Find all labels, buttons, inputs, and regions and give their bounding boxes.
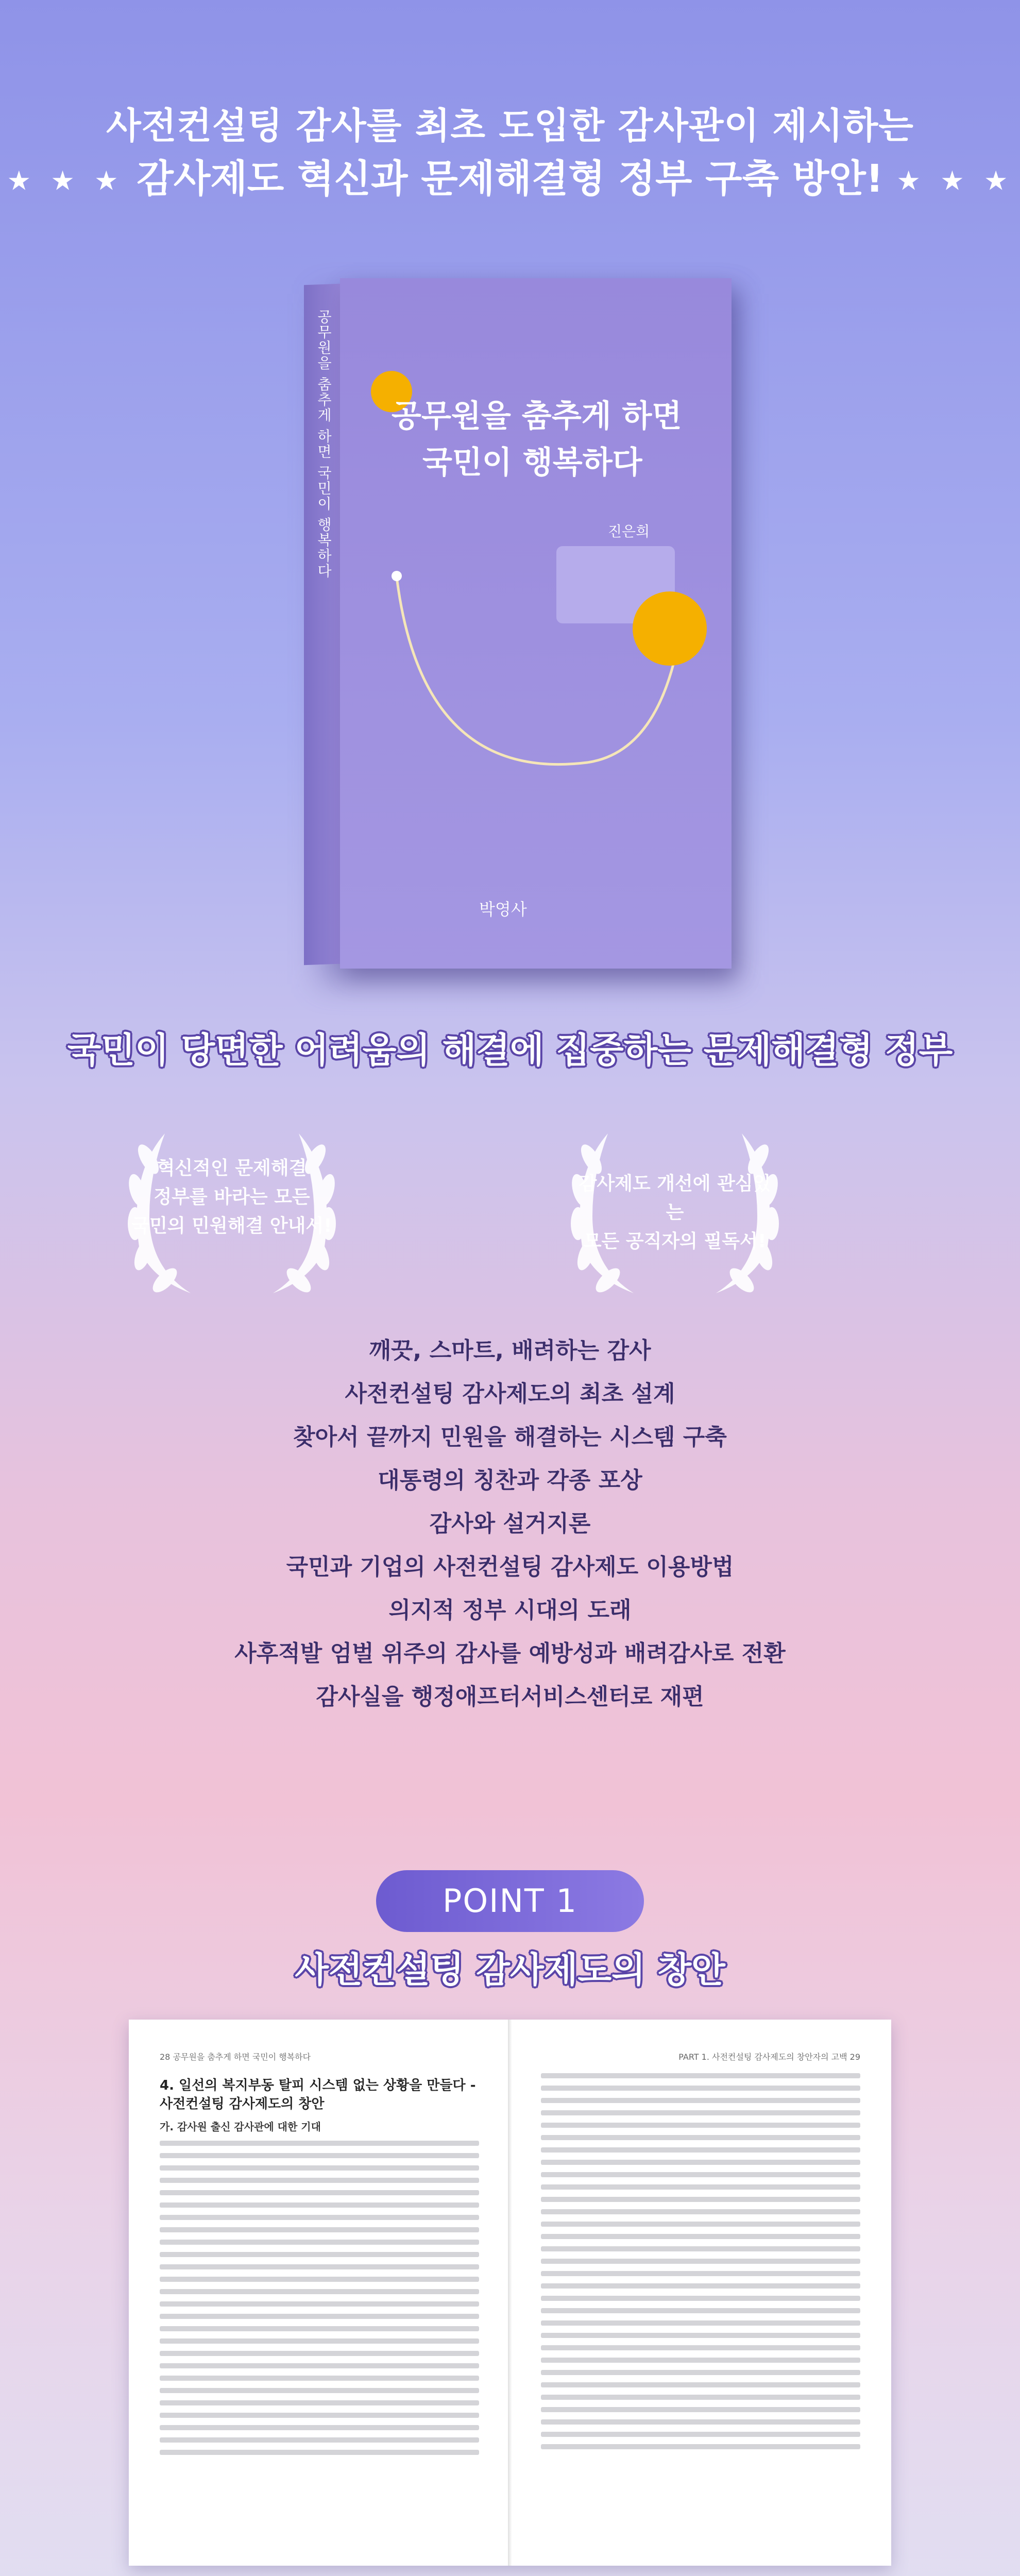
book-spine-title: 공무원을 춤추게 하면 국민이 행복하다	[315, 309, 332, 579]
text-lines	[160, 2141, 479, 2455]
hero-line-2-text: 감사제도 혁신과 문제해결형 정부 구축 방안!	[137, 157, 883, 201]
book-cover-art	[340, 278, 732, 969]
laurel-text-2	[572, 1170, 778, 1256]
feature-item: 사후적발 엄벌 위주의 감사를 예방성과 배려감사로 전환	[234, 1640, 786, 1667]
laurel-2-line-2: 모든 공직자의 필독서!	[583, 1231, 767, 1252]
book-publisher: 박영사	[479, 900, 527, 919]
feature-item: 사전컨설팅 감사제도의 최초 설계	[345, 1381, 675, 1407]
hero-line-1: 사전컨설팅 감사를 최초 도입한 감사관이 제시하는	[106, 105, 914, 147]
feature-item: 감사와 설거지론	[429, 1511, 591, 1537]
feature-item: 감사실을 행정애프터서비스센터로 재편	[316, 1684, 704, 1710]
left-page-subtitle: 가. 감사원 출신 감사관에 대한 기대	[160, 2121, 321, 2133]
section-heading-problem-solving: 국민이 당면한 어려움의 해결에 집중하는 문제해결형 정부	[67, 1030, 953, 1071]
laurel-text-1	[129, 1154, 335, 1241]
book-gutter	[508, 2020, 512, 2566]
feature-item: 깨끗, 스마트, 배려하는 감사	[369, 1337, 651, 1364]
star-icons-right: ★ ★ ★	[896, 165, 1013, 197]
book-author: 진은희	[608, 523, 650, 540]
feature-item: 찾아서 끝까지 민원을 해결하는 시스템 구축	[293, 1424, 727, 1450]
left-page-header: 28 공무원을 춤추게 하면 국민이 행복하다	[160, 2052, 311, 2062]
laurel-1-line-1: 혁신적인 문제해결	[157, 1158, 307, 1179]
text-lines	[541, 2073, 860, 2449]
sun-circle-icon	[633, 591, 707, 666]
laurel-1-line-2: 정부를 바라는 모든	[154, 1187, 310, 1208]
point-1-heading: 사전컨설팅 감사제도의 창안	[295, 1950, 725, 1991]
right-page-header: PART 1. 사전컨설팅 감사제도의 창안자의 고백 29	[678, 2052, 860, 2062]
hero-line-2	[0, 148, 1020, 203]
feature-item: 대통령의 칭찬과 각종 포상	[378, 1467, 642, 1494]
book-title-line-1: 공무원을 춤추게 하면	[392, 398, 682, 434]
laurel-2-line-1: 감사제도 개선에 관심있는	[579, 1173, 771, 1223]
book-title-line-2: 국민이 행복하다	[422, 445, 642, 481]
feature-item: 국민과 기업의 사전컨설팅 감사제도 이용방법	[286, 1554, 734, 1580]
point-1-left-page	[160, 2050, 479, 2535]
feature-list	[0, 1329, 1020, 1719]
star-icons-left: ★ ★ ★	[7, 165, 124, 197]
feature-item: 의지적 정부 시대의 도래	[388, 1597, 632, 1623]
point-1-spread	[129, 2020, 891, 2566]
point-1-badge: POINT 1	[376, 1870, 644, 1932]
point-1-right-page	[541, 2050, 860, 2535]
left-page-title: 4. 일선의 복지부동 탈피 시스템 없는 상황을 만들다 - 사전컨설팅 감사제도의 창안	[160, 2078, 476, 2112]
white-dot-icon	[392, 571, 402, 581]
laurel-1-line-3: 국민의 민원해결 안내서!	[131, 1215, 332, 1236]
